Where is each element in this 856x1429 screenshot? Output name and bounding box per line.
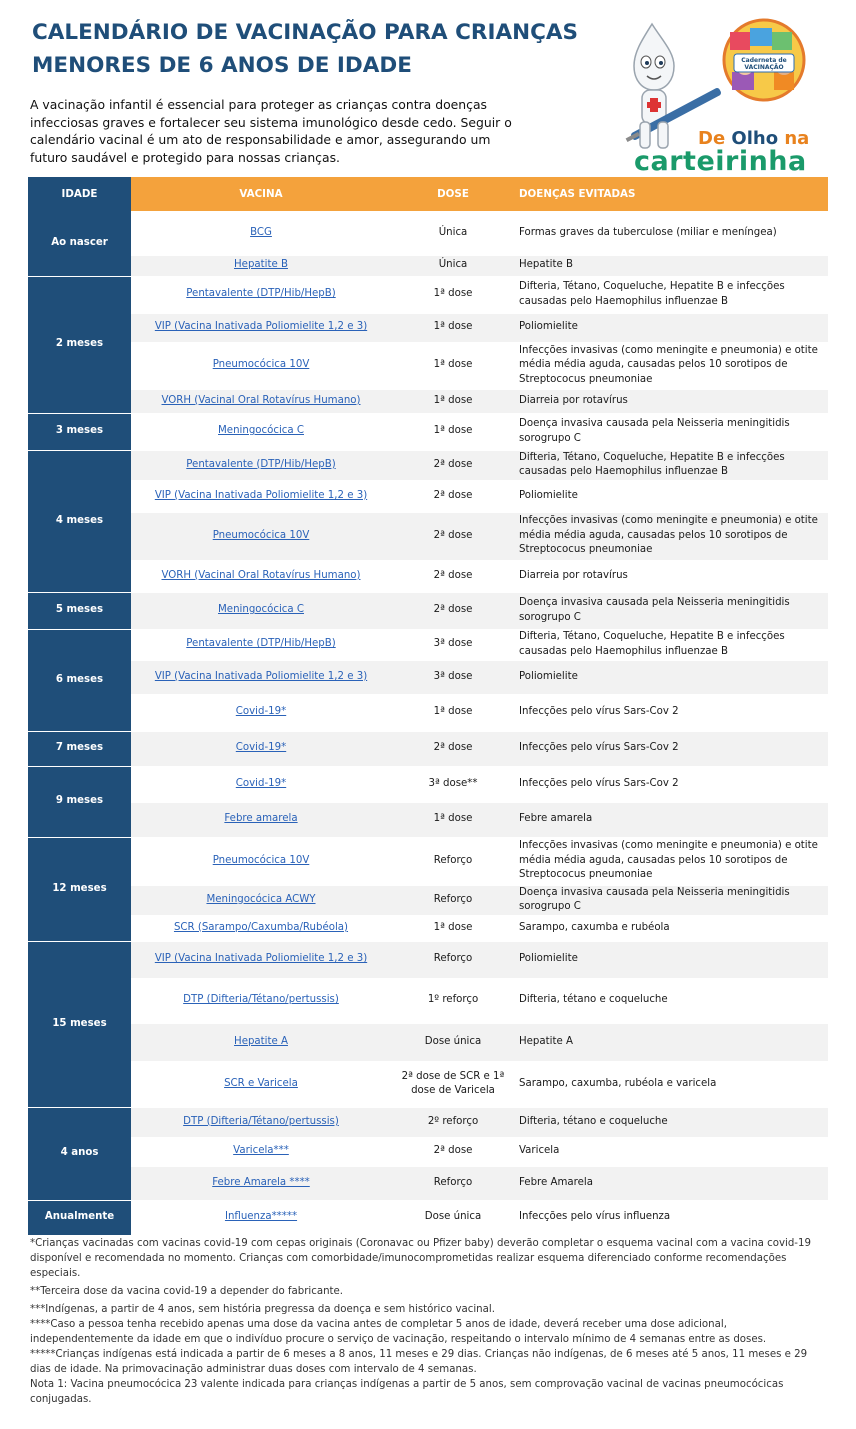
age-cell: 12 meses xyxy=(28,837,131,941)
disease-cell: Infecções invasivas (como meningite e pneumonia) e otite média média aguda, causadas pelos 10 sorotipos de Streptococus pneumoniae xyxy=(515,342,828,389)
disease-cell: Infecções invasivas (como meningite e pneumonia) e otite média média aguda, causadas pelos 10 sorotipos de Streptococus pneumoniae xyxy=(515,837,828,885)
table-header-row xyxy=(28,177,828,211)
disease-cell: Sarampo, caxumba, rubéola e varicela xyxy=(515,1061,828,1107)
age-cell: Anualmente xyxy=(28,1200,131,1235)
vaccine-link[interactable]: Pneumocócica 10V xyxy=(131,837,391,885)
age-cell: 15 meses xyxy=(28,941,131,1107)
dose-cell: Reforço xyxy=(391,837,515,885)
disease-cell: Infecções pelo vírus Sars-Cov 2 xyxy=(515,766,828,802)
table-row xyxy=(28,480,828,512)
dose-cell: 2º reforço xyxy=(391,1107,515,1137)
disease-cell: Doença invasiva causada pela Neisseria meningitidis sorogrupo C xyxy=(515,592,828,629)
disease-cell: Infecções pelo vírus Sars-Cov 2 xyxy=(515,694,828,731)
dose-cell: 1ª dose xyxy=(391,313,515,342)
title-line-1: CALENDÁRIO DE VACINAÇÃO PARA CRIANÇAS xyxy=(32,20,579,45)
footnote-6: Nota 1: Vacina pneumocócica 23 valente indicada para crianças indígenas a partir de 5 anos, sem comprovação vacinal de vacinas pneumocócicas conjugadas. xyxy=(30,1379,784,1405)
disease-cell: Sarampo, caxumba e rubéola xyxy=(515,915,828,941)
table-row xyxy=(28,941,828,978)
age-cell: 6 meses xyxy=(28,629,131,731)
dose-cell: 3ª dose xyxy=(391,660,515,694)
vaccine-link[interactable]: VIP (Vacina Inativada Poliomielite 1,2 e 3) xyxy=(131,313,391,342)
table-row xyxy=(28,766,828,802)
disease-cell: Difteria, Tétano, Coqueluche, Hepatite B e infecções causadas pelo Haemophilus influenzae B xyxy=(515,450,828,480)
age-cell: 5 meses xyxy=(28,592,131,629)
table-row xyxy=(28,629,828,660)
disease-cell: Febre amarela xyxy=(515,802,828,837)
vaccine-link[interactable]: SCR (Sarampo/Caxumba/Rubéola) xyxy=(131,915,391,941)
svg-text:Caderneta de: Caderneta de xyxy=(741,57,787,64)
disease-cell: Poliomielite xyxy=(515,313,828,342)
table-row xyxy=(28,413,828,450)
age-cell: 9 meses xyxy=(28,766,131,837)
age-cell: 4 anos xyxy=(28,1107,131,1200)
table-row xyxy=(28,1061,828,1107)
brand-olho: Olho xyxy=(731,128,779,149)
table-row xyxy=(28,389,828,413)
page-title xyxy=(32,16,592,82)
dose-cell: Dose única xyxy=(391,1023,515,1061)
table-row xyxy=(28,802,828,837)
footnote-3: ***Indígenas, a partir de 4 anos, sem história pregressa da doença e sem histórico vacinal. xyxy=(30,1304,495,1315)
table-row xyxy=(28,978,828,1023)
age-cell: 3 meses xyxy=(28,413,131,450)
intro-paragraph: A vacinação infantil é essencial para proteger as crianças contra doenças infecciosas graves e fortalecer seu sistema imunológico desde cedo. Seguir o calendário vacinal é um ato de responsabilidade e amor, assegurando um futuro saudável e protegido para nossas crianças. xyxy=(30,97,512,165)
disease-cell: Poliomielite xyxy=(515,941,828,978)
table-row xyxy=(28,342,828,389)
vaccine-link[interactable]: Pentavalente (DTP/Hib/HepB) xyxy=(131,629,391,660)
age-cell: 4 meses xyxy=(28,450,131,592)
dose-cell: 1ª dose xyxy=(391,389,515,413)
dose-cell: 3ª dose** xyxy=(391,766,515,802)
brand-na: na xyxy=(778,128,810,149)
table-row xyxy=(28,660,828,694)
dose-cell: 2ª dose xyxy=(391,731,515,766)
header-dose: DOSE xyxy=(391,177,515,211)
disease-cell: Diarreia por rotavírus xyxy=(515,560,828,592)
age-cell: 2 meses xyxy=(28,276,131,413)
table-row xyxy=(28,1200,828,1235)
disease-cell: Formas graves da tuberculose (miliar e meníngea) xyxy=(515,211,828,255)
vaccine-link[interactable]: DTP (Difteria/Tétano/pertussis) xyxy=(131,1107,391,1137)
vaccine-link[interactable]: Febre amarela xyxy=(131,802,391,837)
vaccine-link[interactable]: Meningocócica ACWY xyxy=(131,885,391,915)
vaccine-link[interactable]: Pentavalente (DTP/Hib/HepB) xyxy=(131,450,391,480)
disease-cell: Poliomielite xyxy=(515,660,828,694)
disease-cell: Hepatite A xyxy=(515,1023,828,1061)
disease-cell: Doença invasiva causada pela Neisseria meningitidis sorogrupo C xyxy=(515,413,828,450)
table-row xyxy=(28,276,828,313)
dose-cell: 2ª dose xyxy=(391,512,515,560)
vaccine-link[interactable]: Covid-19* xyxy=(131,694,391,731)
table-row xyxy=(28,592,828,629)
vaccine-link[interactable]: Influenza***** xyxy=(131,1200,391,1235)
dose-cell: Reforço xyxy=(391,941,515,978)
brand-de: De xyxy=(698,128,732,149)
vaccine-link[interactable]: Meningocócica C xyxy=(131,413,391,450)
vaccine-link[interactable]: Hepatite B xyxy=(131,255,391,276)
table-row xyxy=(28,885,828,915)
footnotes xyxy=(30,1236,830,1407)
header-doencas: DOENÇAS EVITADAS xyxy=(515,177,828,211)
table-row xyxy=(28,512,828,560)
dose-cell: Reforço xyxy=(391,1166,515,1200)
dose-cell: 2ª dose xyxy=(391,450,515,480)
disease-cell: Varicela xyxy=(515,1137,828,1166)
vaccine-link[interactable]: VORH (Vacinal Oral Rotavírus Humano) xyxy=(131,560,391,592)
table-row xyxy=(28,1137,828,1166)
vaccine-link[interactable]: Pneumocócica 10V xyxy=(131,512,391,560)
vaccine-link[interactable]: Meningocócica C xyxy=(131,592,391,629)
dose-cell: 2ª dose xyxy=(391,560,515,592)
disease-cell: Infecções invasivas (como meningite e pneumonia) e otite média média aguda, causadas pelos 10 sorotipos de Streptococus pneumoniae xyxy=(515,512,828,560)
vaccine-link[interactable]: DTP (Difteria/Tétano/pertussis) xyxy=(131,978,391,1023)
vaccine-link[interactable]: VORH (Vacinal Oral Rotavírus Humano) xyxy=(131,389,391,413)
vaccine-link[interactable]: BCG xyxy=(131,211,391,255)
table-row xyxy=(28,1166,828,1200)
table-row xyxy=(28,560,828,592)
footnote-1: *Crianças vacinadas com vacinas covid-19 com cepas originais (Coronavac ou Pfizer baby) deverão completar o esquema vacinal com a vacina covid-19 disponível e recomendada no momento. Crianças com comorbidade/imunocomprometidas realizar esquema diferenciado conforme recomendações especiais. xyxy=(30,1238,811,1279)
dose-cell: Única xyxy=(391,211,515,255)
dose-cell: 3ª dose xyxy=(391,629,515,660)
vaccine-link[interactable]: VIP (Vacina Inativada Poliomielite 1,2 e 3) xyxy=(131,480,391,512)
vaccine-link[interactable]: SCR e Varicela xyxy=(131,1061,391,1107)
dose-cell: 2ª dose xyxy=(391,480,515,512)
dose-cell: 1ª dose xyxy=(391,915,515,941)
vaccine-link[interactable]: Pentavalente (DTP/Hib/HepB) xyxy=(131,276,391,313)
footnote-4: ****Caso a pessoa tenha recebido apenas uma dose da vacina antes de completar 5 anos de idade, deverá receber uma dose adicional, independentemente da idade em que o indivíduo procure o serviço de vacinação, respeitando o intervalo mínimo de 4 semanas entre as doses. xyxy=(30,1319,767,1345)
footnote-2: **Terceira dose da vacina covid-19 a depender do fabricante. xyxy=(30,1286,344,1297)
disease-cell: Doença invasiva causada pela Neisseria meningitidis sorogrupo C xyxy=(515,885,828,915)
vaccine-link[interactable]: Covid-19* xyxy=(131,766,391,802)
dose-cell: 1ª dose xyxy=(391,413,515,450)
table-row xyxy=(28,1023,828,1061)
disease-cell: Diarreia por rotavírus xyxy=(515,389,828,413)
vaccine-link[interactable]: Varicela*** xyxy=(131,1137,391,1166)
table-row xyxy=(28,915,828,941)
vaccine-link[interactable]: Hepatite A xyxy=(131,1023,391,1061)
table-row xyxy=(28,1107,828,1137)
header-vacina: VACINA xyxy=(131,177,391,211)
vaccine-link[interactable]: VIP (Vacina Inativada Poliomielite 1,2 e 3) xyxy=(131,941,391,978)
vaccine-link[interactable]: Pneumocócica 10V xyxy=(131,342,391,389)
disease-cell: Difteria, tétano e coqueluche xyxy=(515,1107,828,1137)
dose-cell: 2ª dose de SCR e 1ª dose de Varicela xyxy=(391,1061,515,1107)
vaccination-table xyxy=(28,177,828,1236)
table-row xyxy=(28,313,828,342)
dose-cell: 1ª dose xyxy=(391,342,515,389)
disease-cell: Infecções pelo vírus influenza xyxy=(515,1200,828,1235)
age-cell: 7 meses xyxy=(28,731,131,766)
table-row xyxy=(28,837,828,885)
disease-cell: Difteria, tétano e coqueluche xyxy=(515,978,828,1023)
table-row xyxy=(28,211,828,255)
disease-cell: Hepatite B xyxy=(515,255,828,276)
dose-cell: Reforço xyxy=(391,885,515,915)
disease-cell: Difteria, Tétano, Coqueluche, Hepatite B e infecções causadas pelo Haemophilus influenzae B xyxy=(515,629,828,660)
vaccine-link[interactable]: VIP (Vacina Inativada Poliomielite 1,2 e 3) xyxy=(131,660,391,694)
disease-cell: Difteria, Tétano, Coqueluche, Hepatite B e infecções causadas pelo Haemophilus influenzae B xyxy=(515,276,828,313)
age-cell: Ao nascer xyxy=(28,211,131,276)
table-row xyxy=(28,694,828,731)
dose-cell: 1ª dose xyxy=(391,276,515,313)
vaccine-link[interactable]: Febre Amarela **** xyxy=(131,1166,391,1200)
disease-cell: Infecções pelo vírus Sars-Cov 2 xyxy=(515,731,828,766)
dose-cell: 1ª dose xyxy=(391,802,515,837)
table-row xyxy=(28,255,828,276)
vaccine-link[interactable]: Covid-19* xyxy=(131,731,391,766)
title-line-2: MENORES DE 6 ANOS DE IDADE xyxy=(32,53,412,78)
disease-cell: Poliomielite xyxy=(515,480,828,512)
dose-cell: 1º reforço xyxy=(391,978,515,1023)
dose-cell: Única xyxy=(391,255,515,276)
dose-cell: 1ª dose xyxy=(391,694,515,731)
dose-cell: Dose única xyxy=(391,1200,515,1235)
footnote-5: *****Crianças indígenas está indicada a partir de 6 meses a 8 anos, 11 meses e 29 dias. Crianças não indígenas, de 6 meses até 5 anos, 11 meses e 29 dias de idade. Na primovacinação administrar duas doses com intervalo de 4 semanas. xyxy=(30,1349,808,1375)
disease-cell: Febre Amarela xyxy=(515,1166,828,1200)
dose-cell: 2ª dose xyxy=(391,592,515,629)
header-idade: IDADE xyxy=(28,177,131,211)
brand-text-carteirinha: carteirinha xyxy=(634,146,807,177)
table-row xyxy=(28,450,828,480)
svg-text:VACINAÇÃO: VACINAÇÃO xyxy=(744,64,784,71)
dose-cell: 2ª dose xyxy=(391,1137,515,1166)
table-row xyxy=(28,731,828,766)
